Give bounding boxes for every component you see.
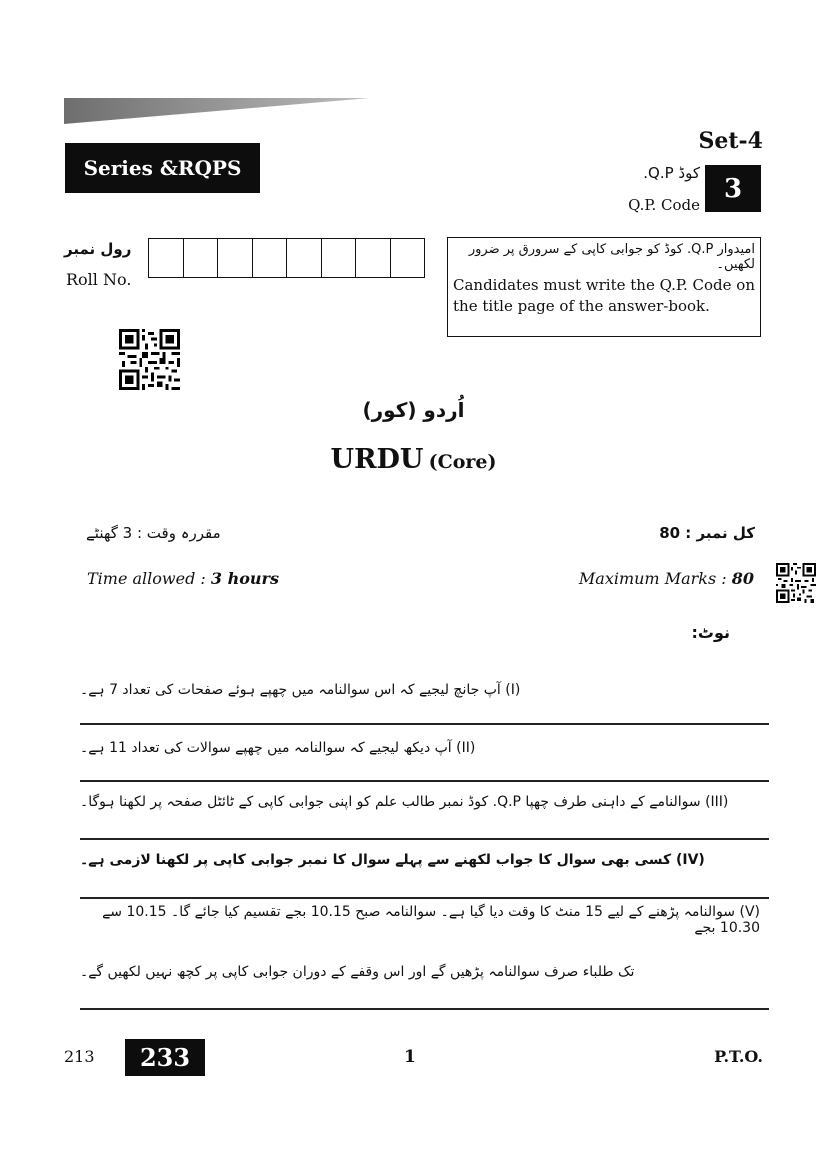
max-marks-label: Maximum Marks : <box>578 569 732 588</box>
page-number: 1 <box>404 1047 416 1067</box>
divider-line <box>80 838 769 840</box>
roll-digit-box[interactable] <box>356 239 391 277</box>
qp-code-box: 3 <box>705 165 761 212</box>
instruction-5: (V) سوالنامہ پڑھنے کے لیے 15 منٹ کا وقت دیا گیا ہے۔ سوالنامہ صبح 10.15 بجے تقسیم کیا جائے گا۔ 10.15 سے 10.30 بجے <box>102 904 760 936</box>
roll-digit-box[interactable] <box>149 239 184 277</box>
divider-line <box>80 897 769 899</box>
divider-line <box>80 1008 769 1010</box>
time-allowed-value: 3 hours <box>210 569 279 588</box>
subject-title <box>0 444 827 475</box>
notes-heading: نوٹ: <box>691 623 730 642</box>
roll-label: Roll No. <box>66 270 132 289</box>
roll-digit-box[interactable] <box>253 239 288 277</box>
footer-code: 213 <box>64 1047 95 1066</box>
notice-urdu: امیدوار Q.P. کوڈ کو جوابی کاپی کے سرورق پر ضرور لکھیں۔ <box>468 242 755 272</box>
series-badge: Series &RQPS <box>65 143 260 193</box>
roll-number-boxes[interactable] <box>148 238 425 278</box>
header-wedge-graphic <box>64 98 370 124</box>
max-marks-urdu: کل نمبر : 80 <box>659 524 755 542</box>
instruction-4: (IV) کسی بھی سوال کا جواب لکھنے سے پہلے سوال کا نمبر جوابی کاپی پر لکھنا لازمی ہے۔ <box>80 852 705 868</box>
roll-digit-box[interactable] <box>322 239 357 277</box>
roll-label-urdu: رول نمبر <box>64 240 132 258</box>
divider-line <box>80 723 769 725</box>
subject-title-urdu: اُردو (کور) <box>362 398 465 422</box>
divider-line <box>80 780 769 782</box>
roll-digit-box[interactable] <box>218 239 253 277</box>
notice-english: Candidates must write the Q.P. Code on the title page of the answer-book. <box>453 276 755 315</box>
candidate-notice-box <box>447 237 761 337</box>
subject-name: URDU <box>330 444 424 475</box>
qr-code-icon <box>119 329 180 390</box>
max-marks <box>540 569 754 588</box>
instruction-2: (II) آپ دیکھ لیجیے کہ سوالنامہ میں چھپے سوالات کی تعداد 11 ہے۔ <box>80 740 476 756</box>
pto-label: P.T.O. <box>714 1047 763 1066</box>
time-allowed-urdu: مقررہ وقت : 3 گھنٹے <box>86 524 221 542</box>
set-label: Set-4 <box>698 128 763 154</box>
roll-digit-box[interactable] <box>287 239 322 277</box>
subject-suffix: (Core) <box>428 451 497 473</box>
instruction-1: (I) آپ جانچ لیجیے کہ اس سوالنامہ میں چھپے ہوئے صفحات کی تعداد 7 ہے۔ <box>80 682 521 698</box>
qp-code-label-urdu: کوڈ Q.P. <box>643 164 700 182</box>
max-marks-value: 80 <box>731 569 754 588</box>
instruction-3: (III) سوالنامے کے داہنی طرف چھپا Q.P. کوڈ نمبر طالب علم کو اپنی جوابی کاپی کے ٹائٹل صفحہ پر لکھنا ہوگا۔ <box>80 794 729 810</box>
roll-digit-box[interactable] <box>391 239 425 277</box>
footer-code-box: 233 <box>125 1039 205 1076</box>
qp-code-label: Q.P. Code <box>628 196 700 214</box>
time-allowed <box>87 569 279 588</box>
qr-code-icon <box>776 563 816 603</box>
instruction-5-continued: تک طلباء صرف سوالنامہ پڑھیں گے اور اس وقفے کے دوران جوابی کاپی پر کچھ نہیں لکھیں گے۔ <box>80 964 635 980</box>
time-allowed-label: Time allowed : <box>87 569 211 588</box>
roll-digit-box[interactable] <box>184 239 219 277</box>
